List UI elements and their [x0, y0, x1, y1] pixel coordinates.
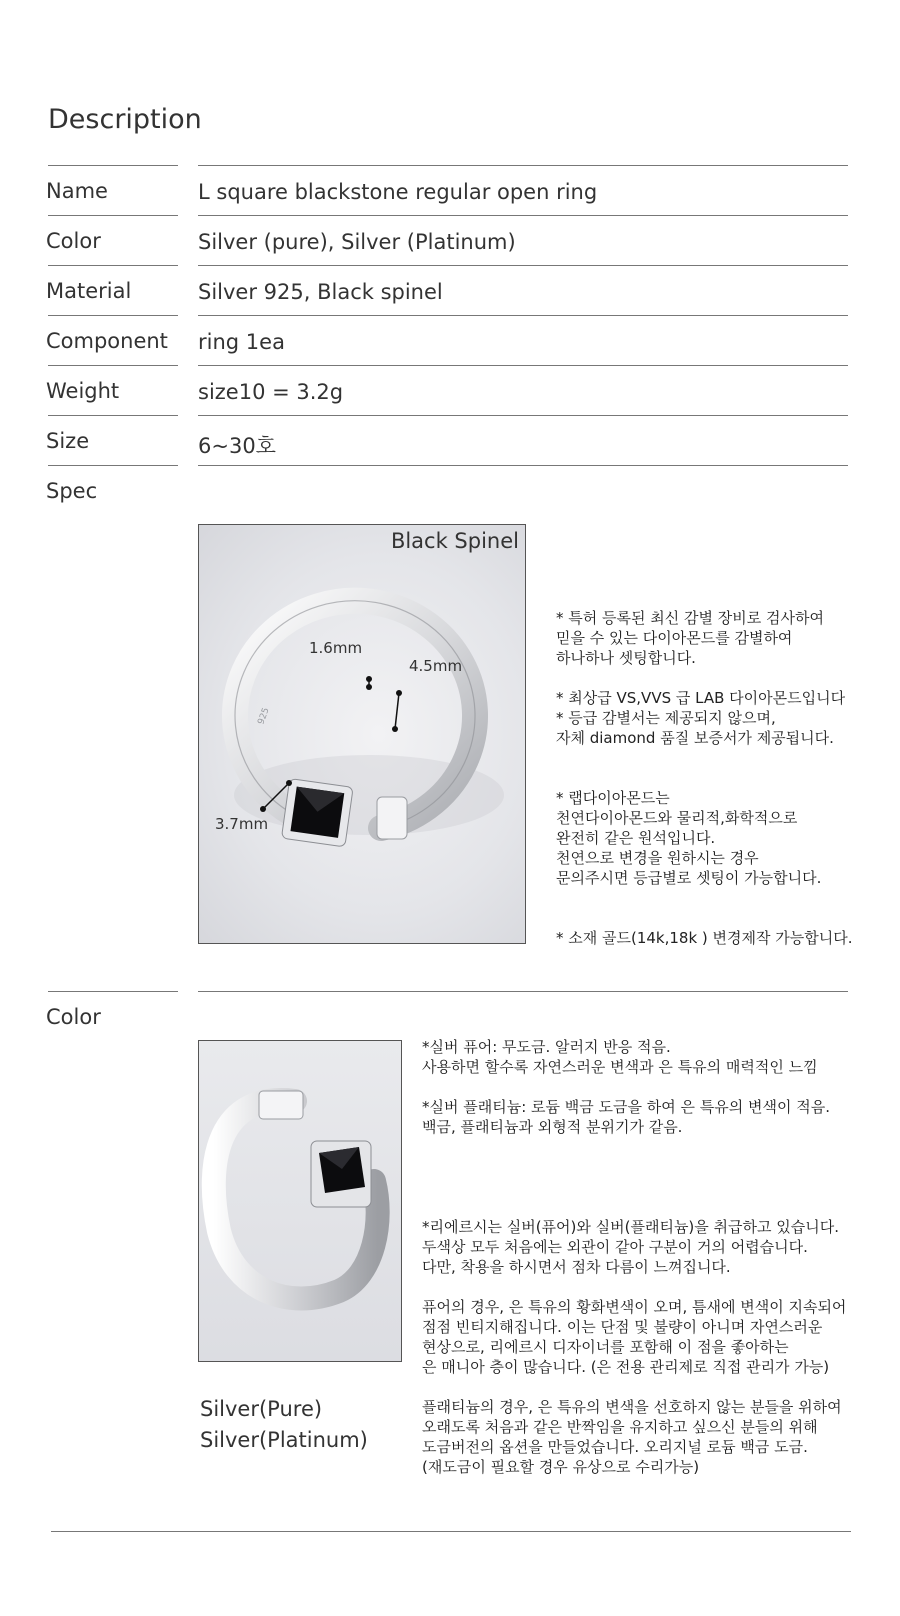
dim-label-stone: 3.7mm	[215, 815, 269, 833]
row-value-material: Silver 925, Black spinel	[198, 280, 443, 304]
divider	[48, 415, 178, 416]
divider	[198, 265, 848, 266]
row-value-weight: size10 = 3.2g	[198, 380, 344, 404]
color-option-pure: Silver(Pure)	[200, 1397, 323, 1421]
row-value-name: L square blackstone regular open ring	[198, 180, 598, 204]
spec-note-1: * 특허 등록된 최신 감별 장비로 검사하여 믿을 수 있는 다이아몬드를 감별하여 하나하나 셋팅합니다.	[556, 609, 824, 667]
color-section-label: Color	[46, 1005, 101, 1029]
row-label-component: Component	[46, 329, 168, 353]
divider	[48, 215, 178, 216]
row-value-size: 6~30호	[198, 434, 276, 458]
row-label-weight: Weight	[46, 379, 120, 403]
color-ring-photo	[198, 1040, 402, 1362]
dim-label-width: 1.6mm	[309, 639, 363, 657]
engraving-text: 925	[256, 706, 272, 727]
divider	[198, 315, 848, 316]
divider	[48, 315, 178, 316]
color-note-5: 플래티늄의 경우, 은 특유의 변색을 선호하지 않는 분들을 위하여 오래도록 처음과 같은 반짝임을 유지하고 싶으신 분들의 위해 도금버전의 옵션을 만들었습니다. 오리지널 로듐 백금 도금. (재도금이 필요할 경우 유상으로 수리가능)	[422, 1398, 842, 1476]
divider	[198, 991, 848, 992]
divider	[198, 215, 848, 216]
spec-note-4: * 소재 골드(14k,18k ) 변경제작 가능합니다.	[556, 929, 853, 947]
color-note-4: 퓨어의 경우, 은 특유의 황화변색이 오며, 틈새에 변색이 지속되어 점점 빈티지해집니다. 이는 단점 및 불량이 아니며 자연스러운 현상으로, 리에르시 디자이너를 포함해 이 점을 좋아하는 은 매니아 층이 많습니다. (은 전용 관리제로 직접 관리가 가능)	[422, 1298, 847, 1376]
color-note-3: *리에르시는 실버(퓨어)와 실버(플래티늄)을 취급하고 있습니다. 두색상 모두 처음에는 외관이 같아 구분이 거의 어렵습니다. 다만, 착용을 하시면서 점차 다름이 느껴집니다.	[422, 1218, 840, 1276]
color-option-platinum: Silver(Platinum)	[200, 1428, 368, 1452]
divider	[198, 365, 848, 366]
ring-illustration	[199, 525, 526, 944]
dim-label-height: 4.5mm	[409, 657, 463, 675]
color-note-2: *실버 플래티늄: 로듐 백금 도금을 하여 은 특유의 변색이 적음. 백금, 플래티늄과 외형적 분위기가 같음.	[422, 1098, 830, 1136]
row-label-material: Material	[46, 279, 132, 303]
divider	[48, 365, 178, 366]
row-label-color: Color	[46, 229, 101, 253]
divider	[48, 265, 178, 266]
spec-note-2: * 최상급 VS,VVS 급 LAB 다이아몬드입니다 * 등급 감별서는 제공되지 않으며, 자체 diamond 품질 보증서가 제공됩니다.	[556, 689, 846, 747]
ring-illustration	[199, 1041, 402, 1362]
spec-label: Spec	[46, 479, 98, 503]
photo-caption: Black Spinel	[390, 529, 519, 553]
divider	[48, 465, 178, 466]
divider	[198, 465, 848, 466]
row-value-component: ring 1ea	[198, 330, 285, 354]
spec-ring-photo	[198, 524, 526, 944]
row-value-color: Silver (pure), Silver (Platinum)	[198, 230, 516, 254]
spec-note-3: * 랩다이아몬드는 천연다이아몬드와 물리적,화학적으로 완전히 같은 원석입니다. 천연으로 변경을 원하시는 경우 문의주시면 등급별로 셋팅이 가능합니다.	[556, 789, 822, 887]
divider	[48, 991, 178, 992]
color-note-1: *실버 퓨어: 무도금. 알러지 반응 적음. 사용하면 할수록 자연스러운 변색과 은 특유의 매력적인 느낌	[422, 1038, 818, 1076]
row-label-name: Name	[46, 179, 108, 203]
page-title: Description	[48, 104, 202, 135]
divider	[198, 165, 848, 166]
divider	[198, 415, 848, 416]
bottom-divider	[51, 1531, 851, 1532]
divider	[48, 165, 178, 166]
row-label-size: Size	[46, 429, 90, 453]
